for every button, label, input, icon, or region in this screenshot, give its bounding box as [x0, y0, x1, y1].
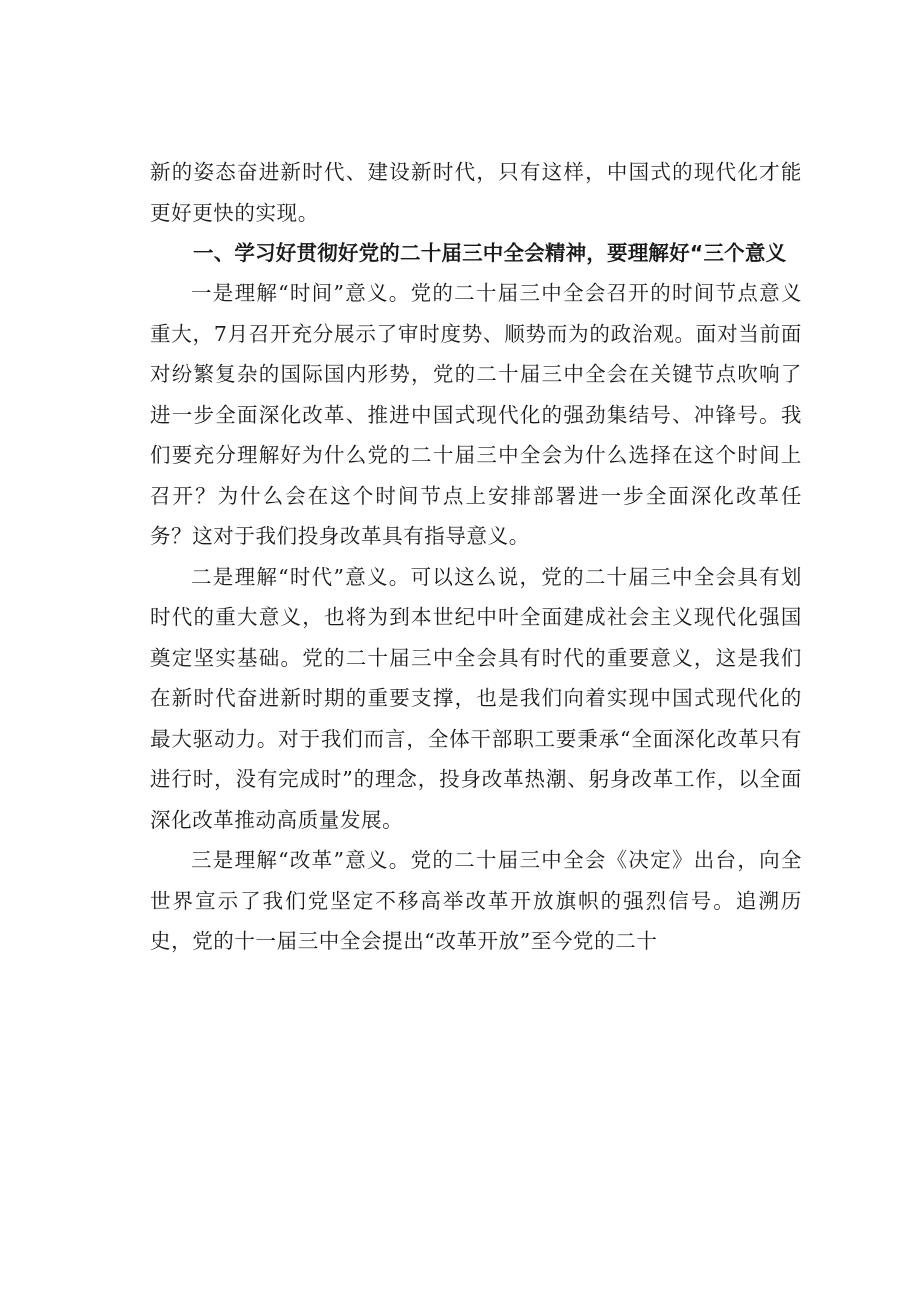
- document-body: [150, 152, 802, 962]
- paragraph-era-significance: 二是理解“时代”意义。可以这么说，党的二十届三中全会具有划时代的重大意义，也将为到本世纪中叶全面建成社会主义现代化强国奠定坚实基础。党的二十届三中全会具有时代的重要意义，这是我们在新时代奋进新时期的重要支撑，也是我们向着实现中国式现代化的最大驱动力。对于我们而言，全体干部职工要秉承“全面深化改革只有进行时，没有完成时”的理念，投身改革热潮、躬身改革工作，以全面深化改革推动高质量发展。: [150, 564, 802, 832]
- paragraph-reform-significance: 三是理解“改革”意义。党的二十届三中全会《决定》出台，向全世界宣示了我们党坚定不移高举改革开放旗帜的强烈信号。追溯历史，党的十一届三中全会提出“改革开放”至今党的二十: [150, 848, 802, 953]
- continuation-paragraph: 新的姿态奋进新时代、建设新时代，只有这样，中国式的现代化才能更好更快的实现。: [150, 160, 802, 225]
- paragraph-time-significance: 一是理解“时间”意义。党的二十届三中全会召开的时间节点意义重大，7月召开充分展示了审时度势、顺势而为的政治观。面对当前面对纷繁复杂的国际国内形势，党的二十届三中全会在关键节点吹响了进一步全面深化改革、推进中国式现代化的强劲集结号、冲锋号。我们要充分理解好为什么党的二十届三中全会为什么选择在这个时间上召开？为什么会在这个时间节点上安排部署进一步全面深化改革任务？这对于我们投身改革具有指导意义。: [150, 281, 802, 548]
- section-heading: 一、学习好贯彻好党的二十届三中全会精神，要理解好“三个意义: [193, 241, 787, 265]
